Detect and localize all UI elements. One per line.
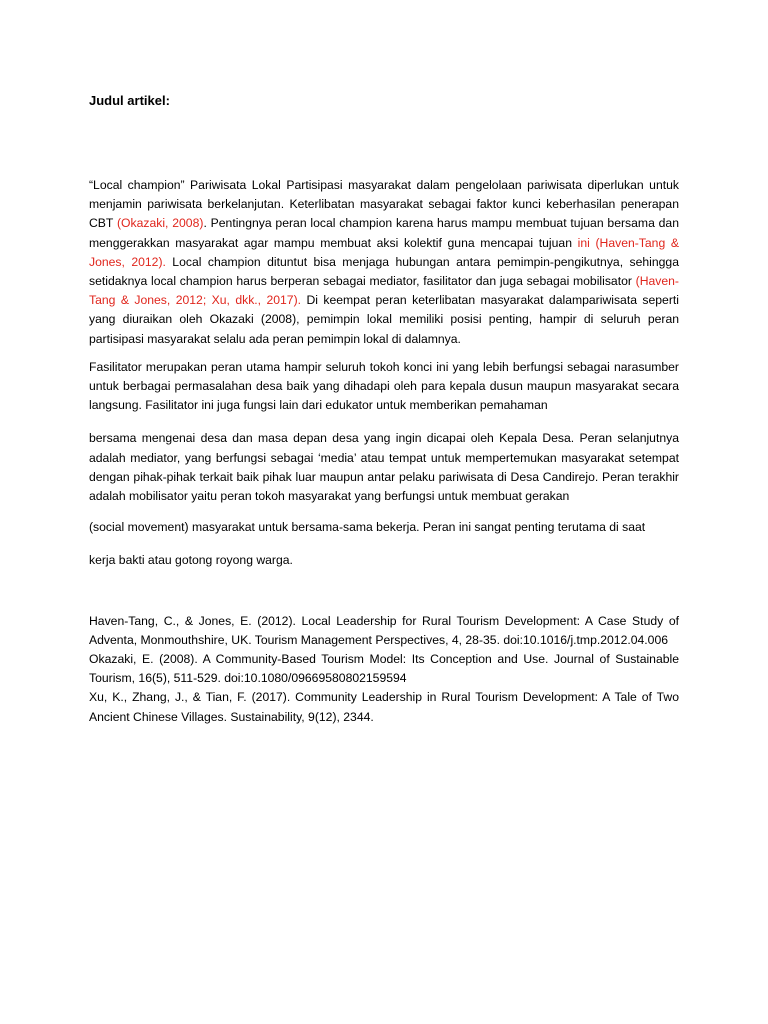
article-title-label: Judul artikel: [89, 93, 170, 108]
reference-item: Haven-Tang, C., & Jones, E. (2012). Local Leadership for Rural Tourism Development: A Case Study of Adventa, Monmouthshire, UK. Tourism Management Perspectives, 4, 28-35. doi:10.1016/j.tmp.2012.04.006 [89, 613, 679, 647]
reference-item: Xu, K., Zhang, J., & Tian, F. (2017). Community Leadership in Rural Tourism Development: A Tale of Two Ancient Chinese Villages. Sustainability, 9(12), 2344. [89, 690, 679, 724]
citation-okazaki: (Okazaki, 2008) [116, 216, 204, 231]
paragraph-local-champion [89, 176, 679, 349]
reference-item: Okazaki, E. (2008). A Community-Based Tourism Model: Its Conception and Use. Journal of Sustainable Tourism, 16(5), 511-529. doi:10.1080/09669580802159594 [89, 652, 679, 686]
paragraph-text: Di keempat peran keterlibatan masyarakat dalampariwisata seperti yang diuraikan oleh Okazaki (2008), pemimpin lokal memiliki posisi penting, hampir di seluruh peran partisipasi masyarakat selalu ada peran pemimpin lokal di dalamnya. [89, 293, 679, 346]
paragraph-social-movement: (social movement) masyarakat untuk bersama-sama bekerja. Peran ini sangat penting terutama di saat [89, 520, 646, 535]
paragraph-fasilitator: Fasilitator merupakan peran utama hampir seluruh tokoh konci ini yang lebih berfungsi sebagai narasumber untuk berbagai permasalahan desa baik yang dihadapi oleh para kepala dusun maupun masyarakat secara langsung. Fasilitator ini juga fungsi lain dari edukator untuk memberikan pemahaman [89, 359, 679, 413]
document-body [89, 176, 679, 727]
paragraph-text: . Pentingnya peran local champion karena harus mampu membuat tujuan bersama dan menggerakkan masyarakat agar mampu membuat aksi kolektif guna mencapai tujuan [89, 216, 679, 250]
paragraph-kerja-bakti: kerja bakti atau gotong royong warga. [89, 553, 293, 568]
paragraph-text: “Local champion” Pariwisata Lokal Partisipasi masyarakat dalam pengelolaan pariwisata diperlukan untuk menjamin pariwisata berkelanjutan. Keterlibatan masyarakat sebagai faktor kunci keberhasilan penerapan CBT [89, 178, 679, 231]
paragraph-text: Local champion dituntut bisa menjaga hubungan antara pemimpin-pengikutnya, sehingga setidaknya local champion harus berperan sebagai mediator, fasilitator dan juga sebagai mobilisator [89, 254, 679, 289]
citation-haven-tang-xu: (Haven-Tang & Jones, 2012; Xu, dkk., 2017). [89, 274, 679, 308]
citation-haven-tang: ini (Haven-Tang & Jones, 2012). [89, 235, 680, 269]
paragraph-mediator: bersama mengenai desa dan masa depan desa yang ingin dicapai oleh Kepala Desa. Peran selanjutnya adalah mediator, yang berfungsi sebagai ‘media’ atau tempat untuk mempertemukan masyarakat setempat dengan pihak-pihak terkait baik pihak luar maupun antar pelaku pariwisata di Desa Candirejo. Peran terakhir adalah mobilisator yaitu peran tokoh masyarakat yang berfungsi untuk membuat gerakan [89, 431, 679, 504]
references-list [89, 612, 679, 727]
